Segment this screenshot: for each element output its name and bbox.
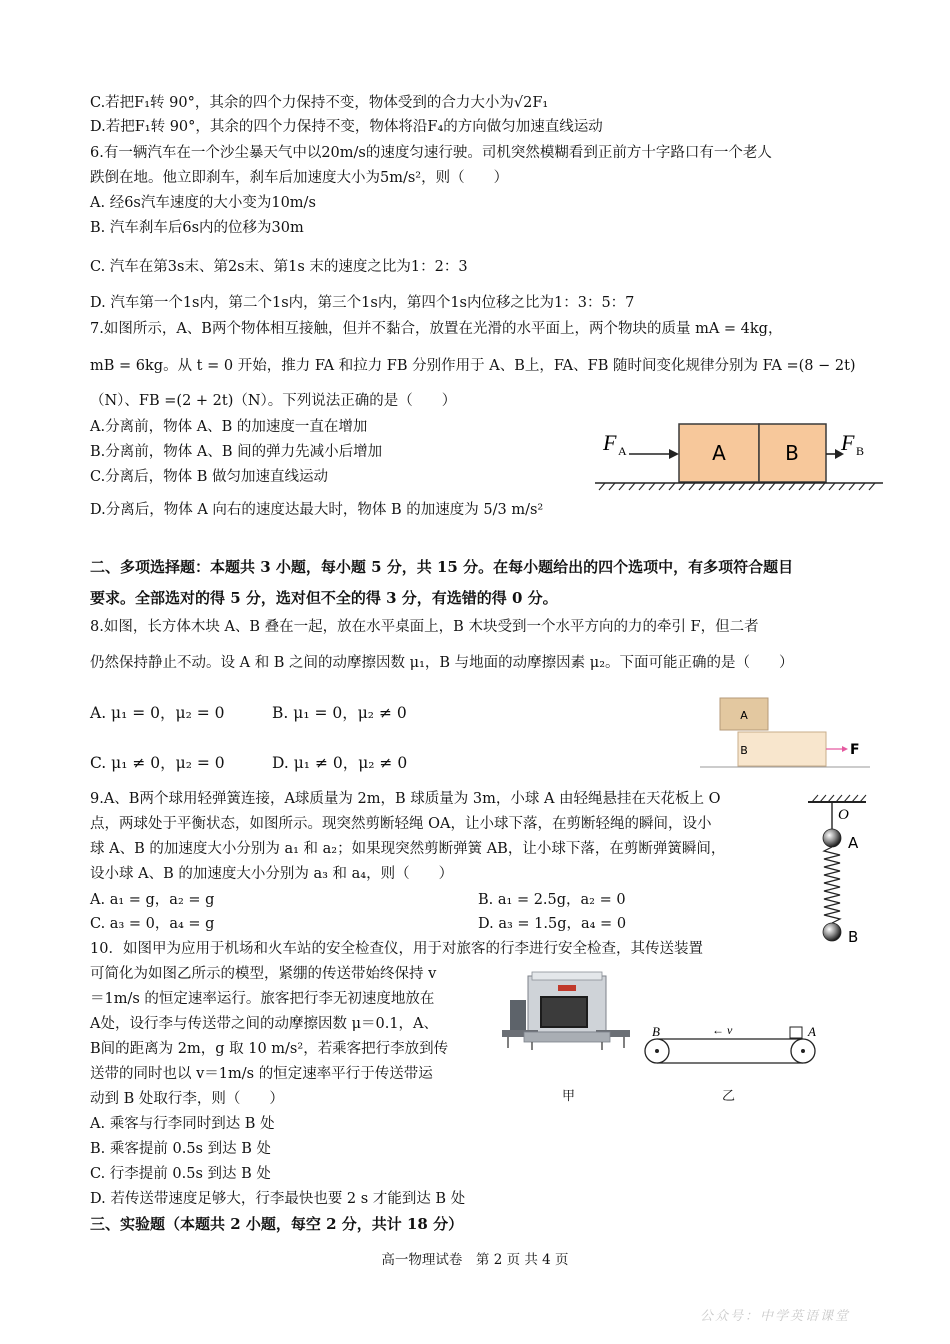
q7-figure-blocks [595, 418, 890, 498]
q8-label-force: F [850, 742, 860, 758]
q7-ground-hatch [599, 483, 875, 490]
q7-label-fa-sub: A [618, 444, 627, 458]
q8-figure-blocks [700, 692, 870, 774]
q10-label-a: A [808, 1024, 816, 1039]
q10-label-v: ← v [712, 1023, 733, 1037]
q10-figure-yi-caption: 乙 [722, 1089, 736, 1104]
q9-stem-line1: 9.A、B两个球用轻弹簧连接，A球质量为 2m，B 球质量为 3m，小球 A 由轻绳悬挂在天花板上 O [90, 791, 721, 807]
q7-option-a: A.分离前，物体 A、B 的加速度一直在增加 [90, 419, 368, 435]
section2-heading-line1: 二、多项选择题：本题共 3 小题，每小题 5 分，共 15 分。在每小题给出的四个选项中，有多项符合题目 [90, 558, 794, 576]
q9-ceiling-hatch [812, 795, 866, 802]
q10-figure-jia-xray-machine [496, 968, 636, 1060]
q9-ball-a [823, 829, 841, 847]
section2-heading-line2: 要求。全部选对的得 5 分，选对但不全的得 3 分，有选错的得 0 分。 [90, 589, 558, 607]
q10-option-a: A. 乘客与行李同时到达 B 处 [90, 1116, 275, 1132]
q7-option-d: D.分离后，物体 A 向右的速度达最大时，物体 B 的加速度为 5/3 m/s² [90, 502, 544, 518]
q9-option-c: C. a₃ = 0，a₄ = g [90, 916, 215, 932]
q7-label-block-a: A [712, 441, 726, 465]
xray-curtain [542, 998, 586, 1026]
q6-stem-line2: 跌倒在地。他立即刹车，刹车后加速度大小为5m/s²，则（ ） [90, 170, 509, 186]
q8-option-c: C. μ₁ ≠ 0，μ₂ = 0 [90, 754, 225, 772]
q5-option-c: C.若把F₁转 90°，其余的四个力保持不变，物体受到的合力大小为√2F₁ [90, 95, 549, 111]
q9-stem-line2: 点，两球处于平衡状态，如图所示。现突然剪断轻绳 OA，让小球下落，在剪断轻绳的瞬间，设小 [90, 816, 712, 832]
q7-label-fb-sub: B [856, 444, 865, 458]
q7-stem-line1: 7.如图所示，A、B两个物体相互接触，但并不黏合，放置在光滑的水平面上，两个物块的质量 mA = 4kg， [90, 321, 783, 337]
q10-stem-line2: 可简化为如图乙所示的模型，紧绷的传送带始终保持 v [90, 966, 437, 982]
q10-stem-line6: 送带的同时也以 v＝1m/s 的恒定速率平行于传送带运 [90, 1066, 433, 1082]
q8-stem-line1: 8.如图，长方体木块 A、B 叠在一起，放在水平桌面上，B 木块受到一个水平方向的力的牵引 F，但二者 [90, 619, 759, 635]
xray-top-panel [532, 972, 602, 980]
q7-label-fb: F [841, 430, 855, 455]
xray-base [524, 1032, 610, 1042]
q6-stem-line1: 6.有一辆汽车在一个沙尘暴天气中以20m/s的速度匀速行驶。司机突然模糊看到正前方十字路口有一个老人 [90, 145, 772, 161]
q9-label-b: B [848, 928, 859, 946]
q8-stem-line2: 仍然保持静止不动。设 A 和 B 之间的动摩擦因数 μ₁，B 与地面的动摩擦因素 μ₂。下面可能正确的是（ ） [90, 655, 794, 671]
q8-option-d: D. μ₁ ≠ 0，μ₂ ≠ 0 [272, 754, 408, 772]
q10-luggage-box [790, 1027, 802, 1038]
q9-option-d: D. a₃ = 1.5g，a₄ = 0 [478, 916, 627, 932]
q7-stem-line2: mB = 6kg。从 t = 0 开始，推力 FA 和拉力 FB 分别作用于 A、B上，FA、FB 随时间变化规律分别为 FA =(8 − 2t) [90, 358, 856, 374]
q9-stem-line4: 设小球 A、B 的加速度大小分别为 a₃ 和 a₄，则（ ） [90, 866, 454, 882]
q9-stem-line3: 球 A、B 的加速度大小分别为 a₁ 和 a₂；如果现突然剪断弹簧 AB，让小球下落，在剪断弹簧瞬间， [90, 841, 726, 857]
q9-label-o: O [838, 807, 849, 823]
xray-logo [558, 985, 576, 991]
q8-label-block-a: A [740, 709, 748, 722]
q10-figure-yi-conveyor [640, 1000, 830, 1075]
q9-spring [824, 847, 840, 923]
q6-option-b: B. 汽车刹车后6s内的位移为30m [90, 220, 304, 236]
q10-option-c: C. 行李提前 0.5s 到达 B 处 [90, 1166, 271, 1182]
q10-stem-line3: ＝1m/s 的恒定速率运行。旅客把行李无初速度地放在 [90, 991, 435, 1007]
q10-pulley-left-axle [655, 1049, 659, 1053]
q7-option-b: B.分离前，物体 A、B 间的弹力先减小后增加 [90, 444, 383, 460]
q10-stem-line7: 动到 B 处取行李，则（ ） [90, 1091, 284, 1107]
q9-figure-spring [800, 792, 880, 952]
q10-figure-jia-caption: 甲 [562, 1089, 576, 1104]
q8-arrow-force-head [842, 746, 848, 752]
q6-option-c: C. 汽车在第3s末、第2s末、第1s 末的速度之比为1：2：3 [90, 259, 468, 275]
q8-block-b [738, 732, 826, 766]
q9-option-a: A. a₁ = g，a₂ = g [90, 892, 215, 908]
q10-stem-line5: B间的距离为 2m，g 取 10 m/s²，若乘客把行李放到传 [90, 1041, 449, 1057]
q9-option-b: B. a₁ = 2.5g，a₂ = 0 [478, 892, 626, 908]
page-footer: 高一物理试卷 第 2 页 共 4 页 [381, 1252, 569, 1268]
q7-label-fa: F [603, 430, 617, 455]
q7-arrow-fa-head [669, 449, 679, 459]
watermark: 公众号：中学英语课堂 [700, 1309, 851, 1324]
q10-pulley-right-axle [801, 1049, 805, 1053]
q7-label-block-b: B [785, 441, 799, 465]
q8-label-block-b: B [740, 744, 748, 757]
q7-stem-line3: （N）、FB =(2 + 2t)（N）。下列说法正确的是（ ） [90, 393, 457, 409]
xray-side-panel [510, 1000, 526, 1030]
q5-option-d: D.若把F₁转 90°，其余的四个力保持不变，物体将沿F₄的方向做匀加速直线运动 [90, 119, 603, 135]
q6-option-a: A. 经6s汽车速度的大小变为10m/s [90, 195, 316, 211]
q8-option-a: A. μ₁ = 0，μ₂ = 0 [90, 704, 225, 722]
q8-option-b: B. μ₁ = 0，μ₂ ≠ 0 [272, 704, 407, 722]
q6-option-d: D. 汽车第一个1s内，第二个1s内，第三个1s内，第四个1s内位移之比为1：3：5：7 [90, 295, 635, 311]
q10-stem-line1: 10．如图甲为应用于机场和火车站的安全检查仪，用于对旅客的行李进行安全检查，其传送装置 [90, 941, 703, 957]
q9-label-a: A [848, 834, 859, 852]
q10-option-b: B. 乘客提前 0.5s 到达 B 处 [90, 1141, 271, 1157]
q7-option-c: C.分离后，物体 B 做匀加速直线运动 [90, 469, 329, 485]
q10-option-d: D. 若传送带速度足够大，行李最快也要 2 s 才能到达 B 处 [90, 1191, 466, 1207]
q9-ball-b [823, 923, 841, 941]
section3-heading: 三、实验题（本题共 2 小题，每空 2 分，共计 18 分） [90, 1215, 464, 1233]
q10-label-b: B [652, 1024, 660, 1039]
q10-stem-line4: A处，设行李与传送带之间的动摩擦因数 μ＝0.1，A、 [90, 1016, 439, 1032]
